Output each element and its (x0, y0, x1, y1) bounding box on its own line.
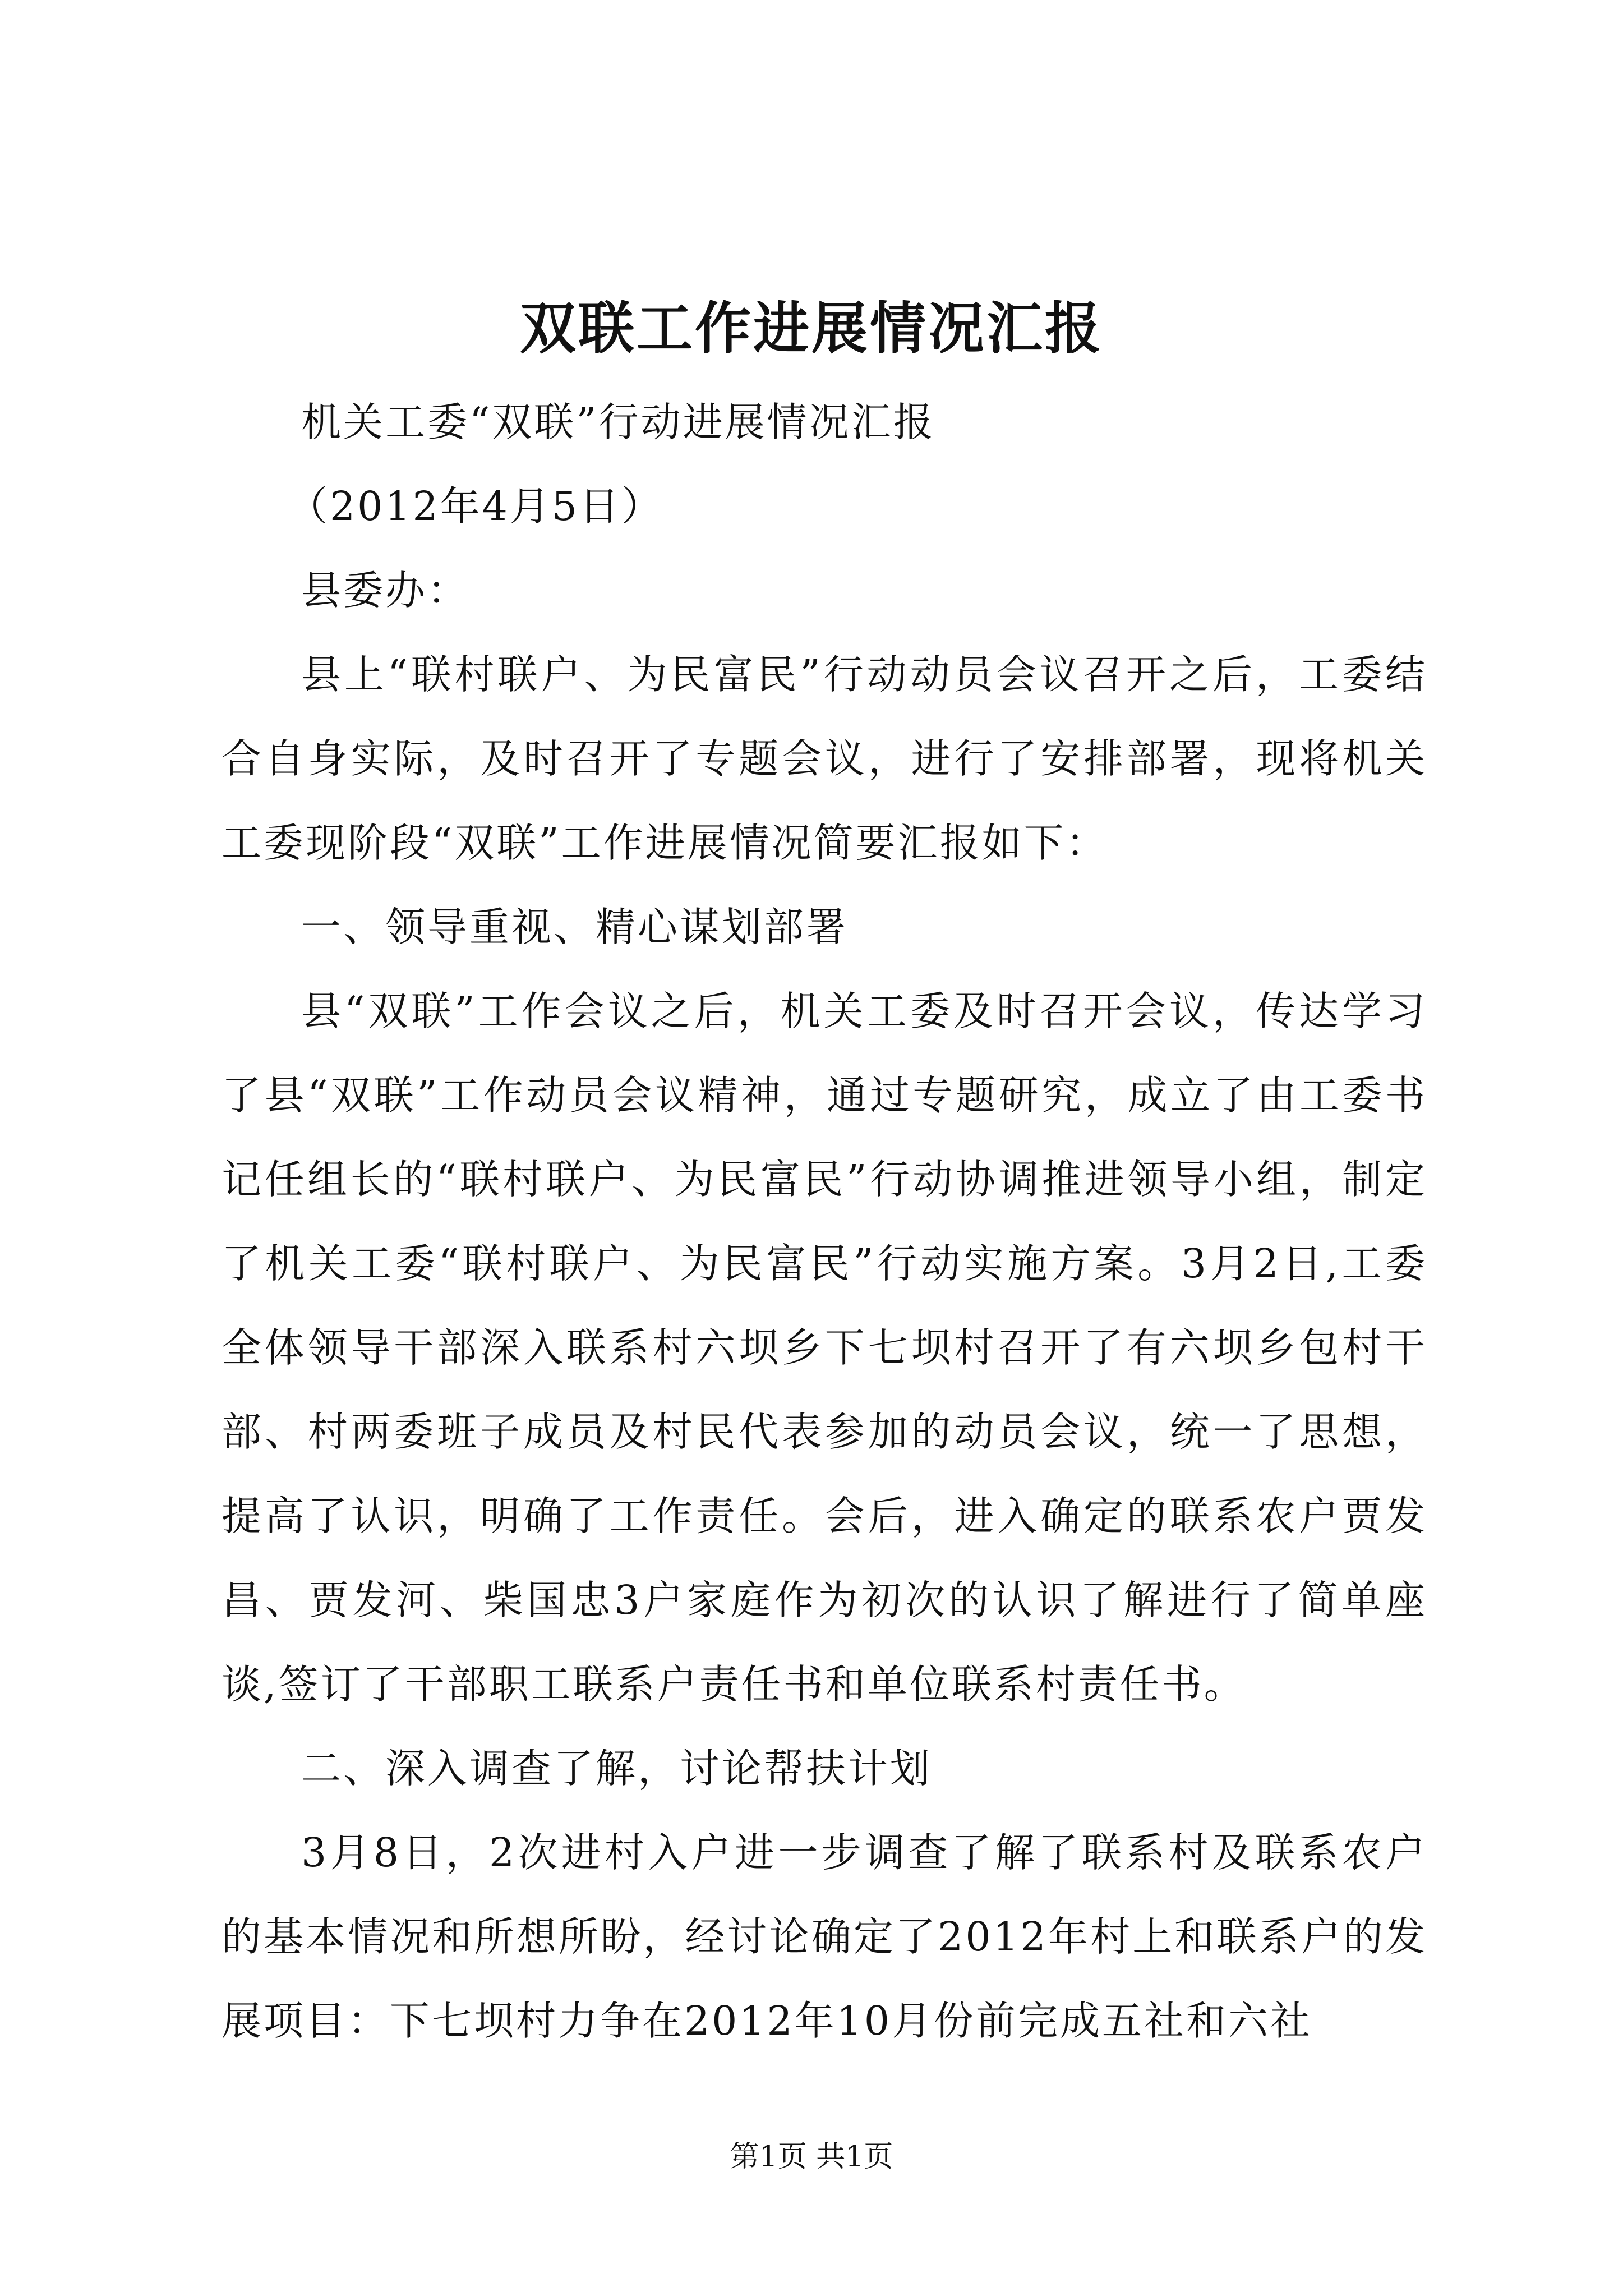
section-heading-1: 一、领导重视、精心谋划部署 (301, 904, 849, 950)
document-title: 双联工作进展情况汇报 (520, 295, 1103, 361)
addressee-paragraph: 县委办： (301, 567, 470, 614)
subtitle-paragraph: 机关工委“双联”行动进展情况汇报 (301, 399, 935, 445)
intro-paragraph: 县上“联村联户、为民富民”行动动员会议召开之后，工委结合自身实际，及时召开了专题会议，进行了安排部署，现将机关工委现阶段“双联”工作进展情况简要汇报如下： (222, 651, 1427, 866)
date-paragraph: （2012年4月5日） (288, 483, 664, 530)
section-2-paragraph: 3月8日，2次进村入户进一步调查了解了联系村及联系农户的基本情况和所想所盼，经讨论确定了2012年村上和联系户的发展项目：下七坝村力争在2012年10月份前完成五社和六社 (222, 1829, 1427, 2044)
section-1-paragraph: 县“双联”工作会议之后，机关工委及时召开会议，传达学习了县“双联”工作动员会议精神，通过专题研究，成立了由工委书记任组长的“联村联户、为民富民”行动协调推进领导小组，制定了机关工委“联村联户、为民富民”行动实施方案。3月2日,工委全体领导干部深入联系村六坝乡下七坝村召开了有六坝乡包村干部、村两委班子成员及村民代表参加的动员会议，统一了思想，提高了认识，明确了工作责任。会后，进入确定的联系农户贾发昌、贾发河、柴国忠3户家庭作为初次的认识了解进行了简单座谈,签订了干部职工联系户责任书和单位联系村责任书。 (222, 988, 1427, 1708)
page-footer: 第1页 共1页 (730, 2140, 893, 2174)
section-heading-2: 二、深入调查了解，讨论帮扶计划 (301, 1745, 933, 1792)
document-body (222, 380, 1427, 2063)
